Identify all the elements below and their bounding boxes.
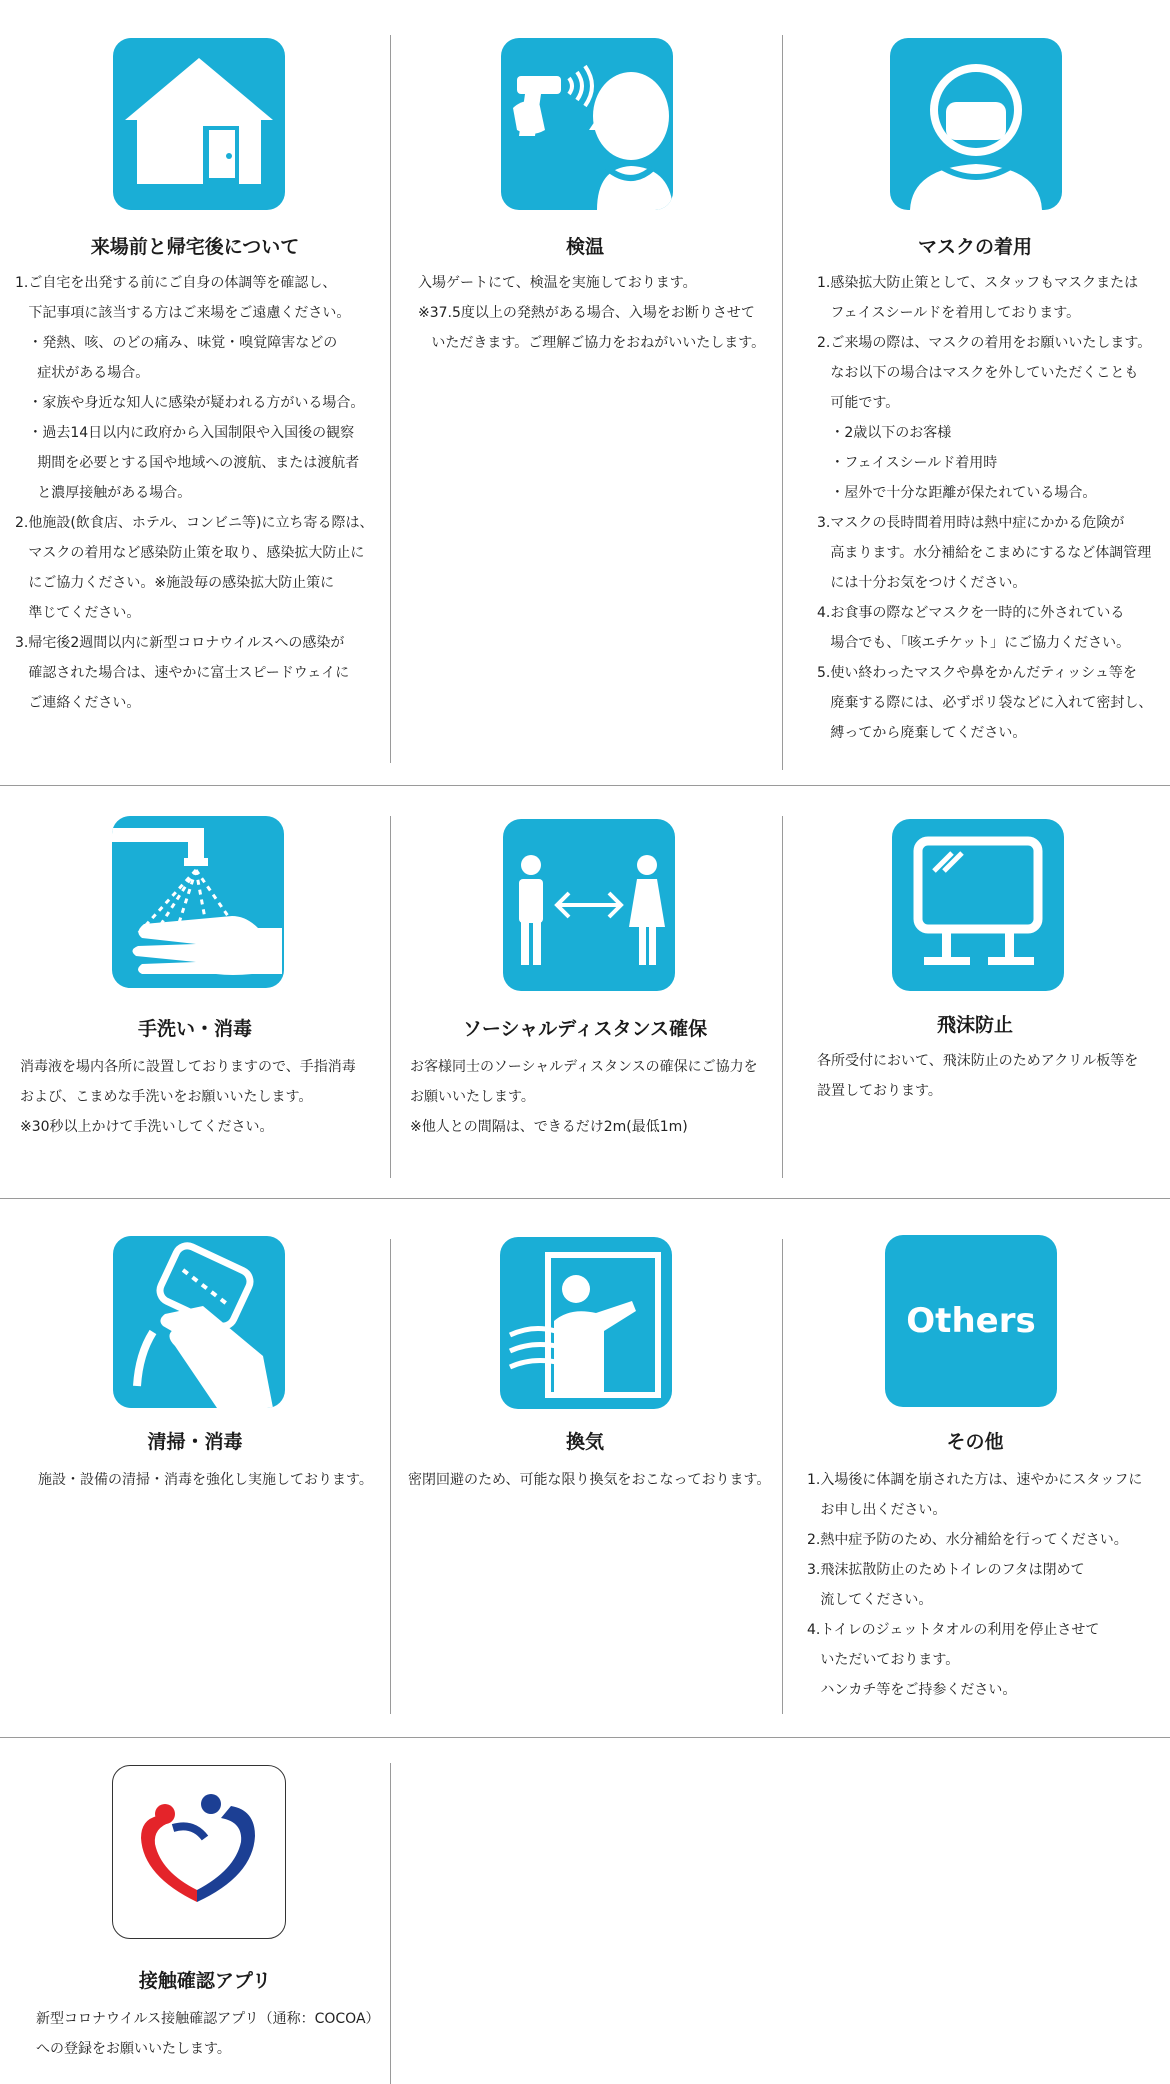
section-title: その他 — [946, 1431, 1004, 1453]
divider-vertical — [390, 35, 391, 763]
cocoa-app-icon — [112, 1765, 286, 1939]
acrylic-panel-icon — [892, 819, 1064, 991]
row-3 — [0, 1199, 1170, 1737]
divider-vertical — [390, 1763, 391, 2084]
divider-vertical — [390, 816, 391, 1178]
house-icon — [113, 38, 285, 210]
mask-person-icon — [890, 38, 1062, 210]
handwash-icon — [112, 816, 284, 988]
divider-vertical — [782, 1239, 783, 1714]
section-title: 検温 — [565, 236, 604, 258]
section-title: 接触確認アプリ — [138, 1970, 272, 1992]
divider-vertical — [782, 816, 783, 1178]
section-body: お客様同士のソーシャルディスタンスの確保にご協力を お願いいたします。 ※他人との間隔は、できるだけ2m(最低1m) — [410, 1059, 758, 1135]
section-body: 1.入場後に体調を崩された方は、速やかにスタッフに お申し出ください。 2.熱中症予防のため、水分補給を行ってください。 3.飛沫拡散防止のためトイレのフタは閉めて 流してください。 4.トイレのジェットタオルの利用を停止させて いただいております。 ハンカチ等をご持参ください。 — [807, 1472, 1143, 1698]
section-title: 手洗い・消毒 — [137, 1018, 252, 1040]
others-icon — [885, 1235, 1057, 1407]
thermometer-gun-icon — [501, 38, 673, 210]
section-body: 密閉回避のため、可能な限り換気をおこなっております。 — [408, 1472, 771, 1488]
cleaning-icon — [113, 1236, 285, 1408]
section-title: マスクの着用 — [917, 236, 1032, 258]
section-title: 飛沫防止 — [936, 1014, 1013, 1036]
social-distance-icon — [503, 819, 675, 991]
section-title: 換気 — [565, 1431, 604, 1453]
others-icon-text: Others — [906, 1301, 1036, 1341]
section-title: 来場前と帰宅後について — [90, 236, 300, 258]
section-body: 新型コロナウイルス接触確認アプリ（通称：COCOA） への登録をお願いいたします。 — [36, 2011, 380, 2057]
section-title: ソーシャルディスタンス確保 — [462, 1018, 708, 1040]
section-body: 1.ご自宅を出発する前にご自身の体調等を確認し、 下記事項に該当する方はご来場をご遠慮ください。 ・発熱、咳、のどの痛み、味覚・嗅覚障害などの 症状がある場合。 ・家族や身近な知人に感染が疑われる方がいる場合。 ・過去14日以内に政府から入国制限や入国後の観察 期間を必要とする国や地域への渡航、または渡航者 と濃厚接触がある場合。 2.他施設(飲食店、ホテル、コンビニ等)に立ち寄る際は、 マスクの着用など感染防止策を取り、感染拡大防止に にご協力ください。※施設毎の感染拡大防止策に 準じてください。 3.帰宅後2週間以内に新型コロナウイルスへの感染が 確認された場合は、速やかに富士スピードウェイに ご連絡ください。 — [15, 275, 374, 711]
row-4 — [0, 1738, 1170, 2084]
section-title: 清掃・消毒 — [147, 1431, 243, 1453]
divider-vertical — [782, 35, 783, 770]
row-1 — [0, 0, 1170, 785]
section-body: 入場ゲートにて、検温を実施しております。 ※37.5度以上の発熱がある場合、入場をお断りさせて いただきます。ご理解ご協力をおねがいいたします。 — [418, 275, 766, 351]
divider-vertical — [390, 1239, 391, 1714]
section-body: 消毒液を場内各所に設置しておりますので、手指消毒 および、こまめな手洗いをお願いいたします。 ※30秒以上かけて手洗いしてください。 — [20, 1059, 356, 1135]
section-body: 施設・設備の清掃・消毒を強化し実施しております。 — [38, 1472, 373, 1488]
ventilation-icon — [500, 1237, 672, 1409]
section-body: 各所受付において、飛沫防止のためアクリル板等を 設置しております。 — [817, 1053, 1139, 1099]
row-2 — [0, 786, 1170, 1198]
section-body: 1.感染拡大防止策として、スタッフもマスクまたは フェイスシールドを着用しております。 2.ご来場の際は、マスクの着用をお願いいたします。 なお以下の場合はマスクを外していただくことも 可能です。 ・2歳以下のお客様 ・フェイスシールド着用時 ・屋外で十分な距離が保たれている場合。 3.マスクの長時間着用時は熱中症にかかる危険が 高まります。水分補給をこまめにするなど体調管理 には十分お気をつけください。 4.お食事の際などマスクを一時的に外されている 場合でも、「咳エチケット」にご協力ください。 5.使い終わったマスクや鼻をかんだティッシュ等を 廃棄する際には、必ずポリ袋などに入れて密封し、 縛ってから廃棄してください。 — [817, 275, 1153, 741]
